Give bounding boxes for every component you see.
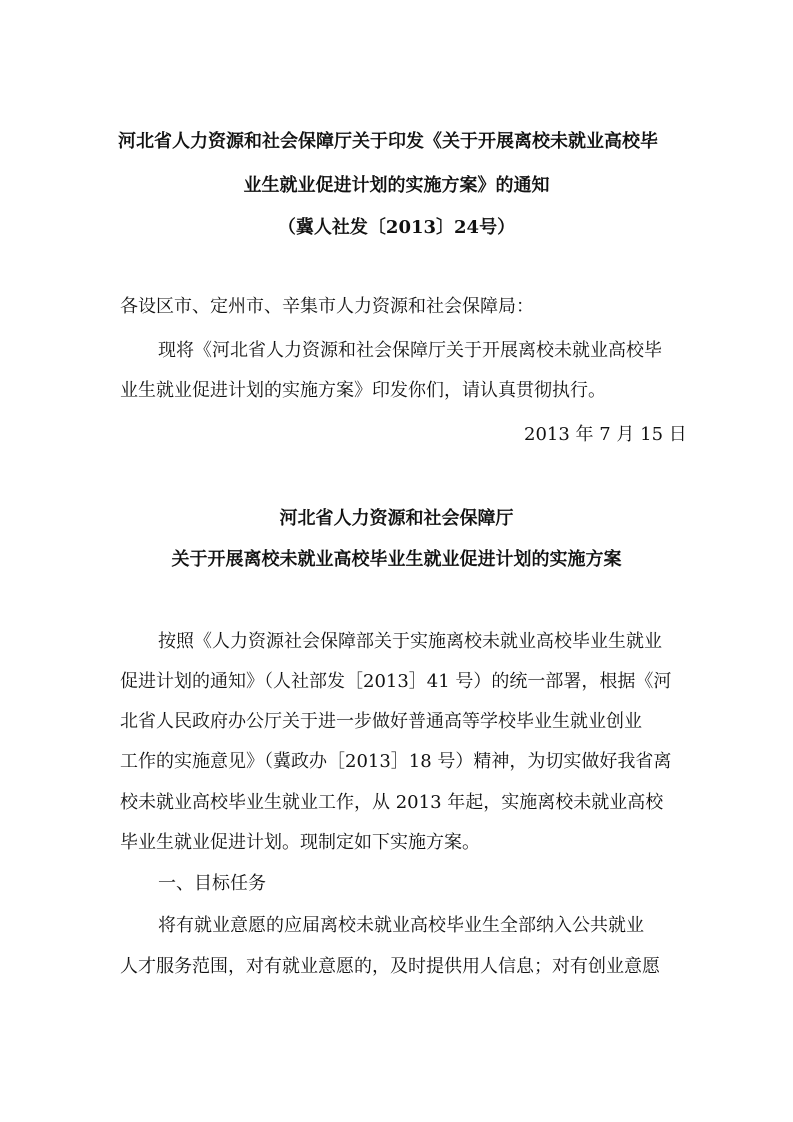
body-text-line: 工作的实施意见》（冀政办［2013］18 号）精神，为切实做好我省离 [120, 751, 672, 772]
notice-text-line-1: 现将《河北省人力资源和社会保障厅关于开展离校未就业高校毕 [158, 340, 662, 361]
section-heading: 一、目标任务 [158, 873, 266, 894]
section-text-line: 将有就业意愿的应届离校未就业高校毕业生全部纳入公共就业 [158, 915, 644, 936]
plan-heading-line-1: 河北省人力资源和社会保障厅 [279, 508, 514, 529]
issue-date: 2013 年 7 月 15 日 [524, 424, 687, 445]
body-text-line: 毕业生就业促进计划。现制定如下实施方案。 [120, 832, 480, 853]
plan-heading-line-2: 关于开展离校未就业高校毕业生就业促进计划的实施方案 [171, 549, 622, 570]
addressee: 各设区市、定州市、辛集市人力资源和社会保障局： [120, 296, 534, 317]
notice-text-line-2: 业生就业促进计划的实施方案》印发你们，请认真贯彻执行。 [120, 380, 606, 401]
body-text-line: 北省人民政府办公厅关于进一步做好普通高等学校毕业生就业创业 [120, 711, 642, 732]
document-number: （冀人社发〔2013〕24号） [277, 217, 516, 238]
body-text-line: 校未就业高校毕业生就业工作，从 2013 年起，实施离校未就业高校 [120, 792, 664, 813]
document-title-line-2: 业生就业促进计划的实施方案》的通知 [243, 175, 550, 196]
document-title-line-1: 河北省人力资源和社会保障厅关于印发《关于开展离校未就业高校毕 [118, 131, 658, 152]
body-text-line: 按照《人力资源社会保障部关于实施离校未就业高校毕业生就业 [158, 631, 662, 652]
body-text-line: 促进计划的通知》（人社部发［2013］41 号）的统一部署，根据《河 [120, 671, 672, 692]
section-text-line: 人才服务范围，对有就业意愿的，及时提供用人信息；对有创业意愿 [120, 956, 660, 977]
